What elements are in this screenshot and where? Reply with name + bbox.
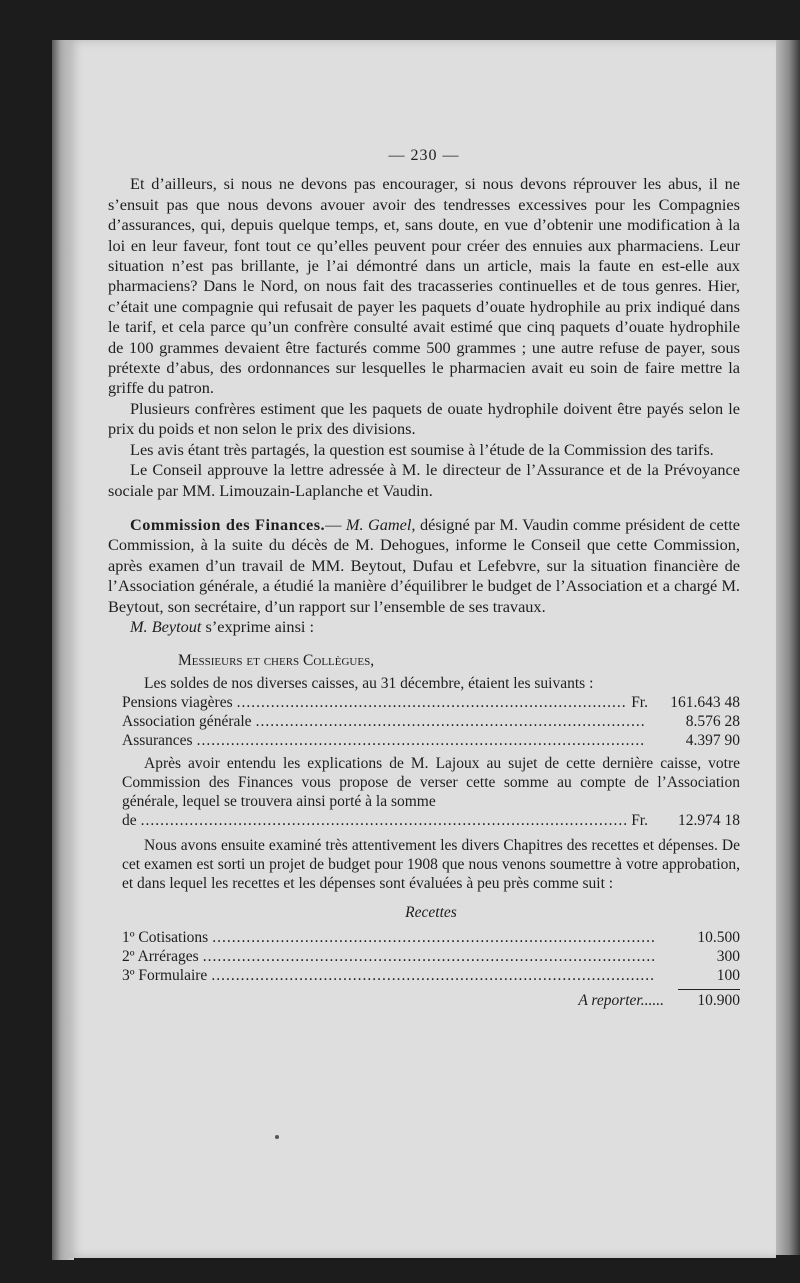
- recette-label: 3º Formulaire: [122, 967, 208, 985]
- recette-row: [122, 966, 740, 985]
- paragraph-ouate: Plusieurs confrères estiment que les paquets de ouate hydrophile doivent être payés selon le prix du poids et non selon le prix des divisions.: [108, 398, 740, 439]
- report-block: [122, 651, 740, 1010]
- transfer-amount: 12.974 18: [678, 812, 740, 830]
- currency: Fr.: [631, 812, 648, 830]
- page-content: [108, 146, 740, 1010]
- a-reporter-row: [122, 989, 740, 1010]
- transfer-label: de: [122, 812, 137, 830]
- person-gamel: M. Gamel,: [345, 514, 416, 534]
- paragraph-beytout: [108, 617, 740, 637]
- recette-amount: 10.500: [697, 929, 740, 947]
- recette-amount: 100: [716, 967, 740, 985]
- leader-dots: [211, 966, 654, 985]
- leader-dots: [237, 693, 628, 712]
- recette-amount: 300: [716, 948, 740, 966]
- recettes-heading: Recettes: [405, 904, 457, 922]
- leader-dots: [256, 712, 644, 731]
- leader-dots: [203, 947, 654, 966]
- balance-row: [122, 731, 740, 750]
- leader-dots: [212, 928, 654, 947]
- leader-dots: [141, 811, 628, 830]
- dash: —: [325, 514, 346, 534]
- recette-label: 2º Arrérages: [122, 948, 199, 966]
- beytout-text: s’exprime ainsi :: [201, 616, 315, 636]
- commission-text: désigné par M. Vaudin comme président de cette Commission, à la suite du décès de M. Dehogues, informe le Conseil que cette Commission, après examen d’un travail de MM. Beytout, Dufau et Lefebvre, sur la situation financière de l’Association générale, a étudié la manière d’équilibrer le budget de l’Association et a chargé M. Beytout, son secrétaire, d’un rapport sur l’ensemble de ses travaux.: [108, 514, 741, 616]
- salutation: Messieurs et chers Collègues,: [178, 652, 375, 670]
- balances-intro: Les soldes de nos diverses caisses, au 31 décembre, étaient les suivants :: [144, 675, 594, 693]
- a-reporter-label: A reporter......: [578, 992, 664, 1010]
- balance-amount: 8.576 28: [685, 713, 740, 731]
- recette-row: [122, 928, 740, 947]
- ink-speck: [275, 1135, 279, 1139]
- transfer-total-row: [122, 811, 740, 830]
- a-reporter-amount: 10.900: [678, 989, 740, 1010]
- paragraph-tarifs: Les avis étant très partagés, la question est soumise à l’étude de la Commission des tarifs.: [130, 439, 714, 459]
- leader-dots: [197, 731, 644, 750]
- paragraph-commission: [108, 515, 740, 617]
- budget-paragraph: Nous avons ensuite examiné très attentivement les divers Chapitres des recettes et dépenses. De cet examen est sorti un projet de budget pour 1908 que nous venons soumettre à votre approbation, et dans lequel les recettes et les dépenses sont évaluées à peu près comme suit :: [122, 837, 740, 893]
- section-title: Commission des Finances.: [130, 514, 326, 534]
- recette-label: 1º Cotisations: [122, 929, 209, 947]
- currency: Fr.: [631, 694, 648, 712]
- balance-label: Association générale: [122, 713, 252, 731]
- balance-row: [122, 712, 740, 731]
- balance-amount: 4.397 90: [685, 732, 740, 750]
- balance-label: Pensions viagères: [122, 694, 233, 712]
- balance-amount: 161.643 48: [670, 694, 740, 712]
- paragraph-insurance: Et d’ailleurs, si nous ne devons pas encourager, si nous devons réprouver les abus, il ne s’ensuit pas que nous devons avouer avoir des tendresses excessives pour les Compagnies d’assurances, qui, depuis quelque temps, et, sans doute, en vue d’obtenir une modification à la loi en leur faveur, font tout ce qu’elles peuvent pour créer des ennuies aux pharmaciens. Leur situation n’est pas brillante, je l’ai démontré dans un article, mais la faute en est-elle aux pharmaciens? Dans le Nord, on nous fait des tracasseries continuelles et de tous genres. Hier, c’était une compagnie qui refusait de payer les paquets d’ouate hydrophile au prix indiqué dans le tarif, et cela parce qu’un confrère consulté avait estimé que cinq paquets d’ouate hydrophile de 100 grammes devaient être facturés comme 500 grammes ; une autre refuse de payer, sous prétexte d’abus, des ordonnances sur lesquelles le pharmacien avait eu soin de faire mettre la griffe du patron.: [108, 174, 740, 398]
- recette-row: [122, 947, 740, 966]
- person-beytout: M. Beytout: [130, 616, 202, 636]
- page-number: — 230 —: [388, 147, 460, 164]
- paragraph-conseil: Le Conseil approuve la lettre adressée à M. le directeur de l’Assurance et de la Prévoyance sociale par MM. Limouzain-Laplanche et Vaudin.: [108, 460, 740, 500]
- balance-label: Assurances: [122, 732, 193, 750]
- balance-row: [122, 693, 740, 712]
- transfer-paragraph: Après avoir entendu les explications de M. Lajoux au sujet de cette dernière caisse, votre Commission des Finances vous propose de verser cette somme au compte de l’Association générale, lequel se trouvera ainsi porté à la somme: [122, 755, 740, 811]
